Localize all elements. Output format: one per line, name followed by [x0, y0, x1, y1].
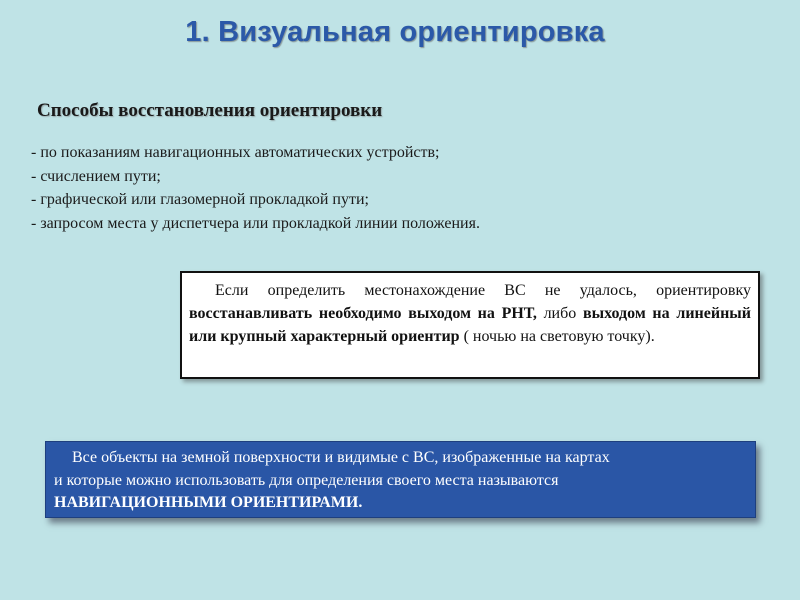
note-text-part2: либо	[536, 305, 583, 322]
note-bold-part1: восстанавливать необходимо выходом на РНТ,	[189, 305, 537, 322]
methods-list	[31, 141, 480, 235]
note-bold-part2: выходом на линейный или крупный характерный ориентир	[189, 305, 751, 345]
list-item: - по показаниям навигационных автоматических устройств;	[31, 144, 440, 161]
section-subtitle: Способы восстановления ориентировки	[37, 100, 383, 121]
definition-term: НАВИГАЦИОННЫМИ ОРИЕНТИРАМИ.	[54, 494, 363, 511]
definition-box	[45, 441, 756, 518]
note-text-part3: ( ночью на световую точку).	[459, 328, 655, 345]
list-item: - запросом места у диспетчера или прокладкой линии положения.	[31, 214, 480, 232]
definition-line-2: и которые можно использовать для определения своего места называются	[54, 471, 559, 489]
orientation-recovery-note	[180, 271, 760, 379]
definition-line-1: Все объекты на земной поверхности и видимые с ВС, изображенные на картах	[72, 449, 610, 466]
list-item: - счислением пути;	[31, 167, 161, 185]
slide-title: 1. Визуальная ориентировка	[185, 16, 605, 48]
list-item: - графической или глазомерной прокладкой пути;	[31, 191, 369, 208]
note-text-part1: Если определить местонахождение ВС не удалось, ориентировку	[215, 282, 751, 299]
